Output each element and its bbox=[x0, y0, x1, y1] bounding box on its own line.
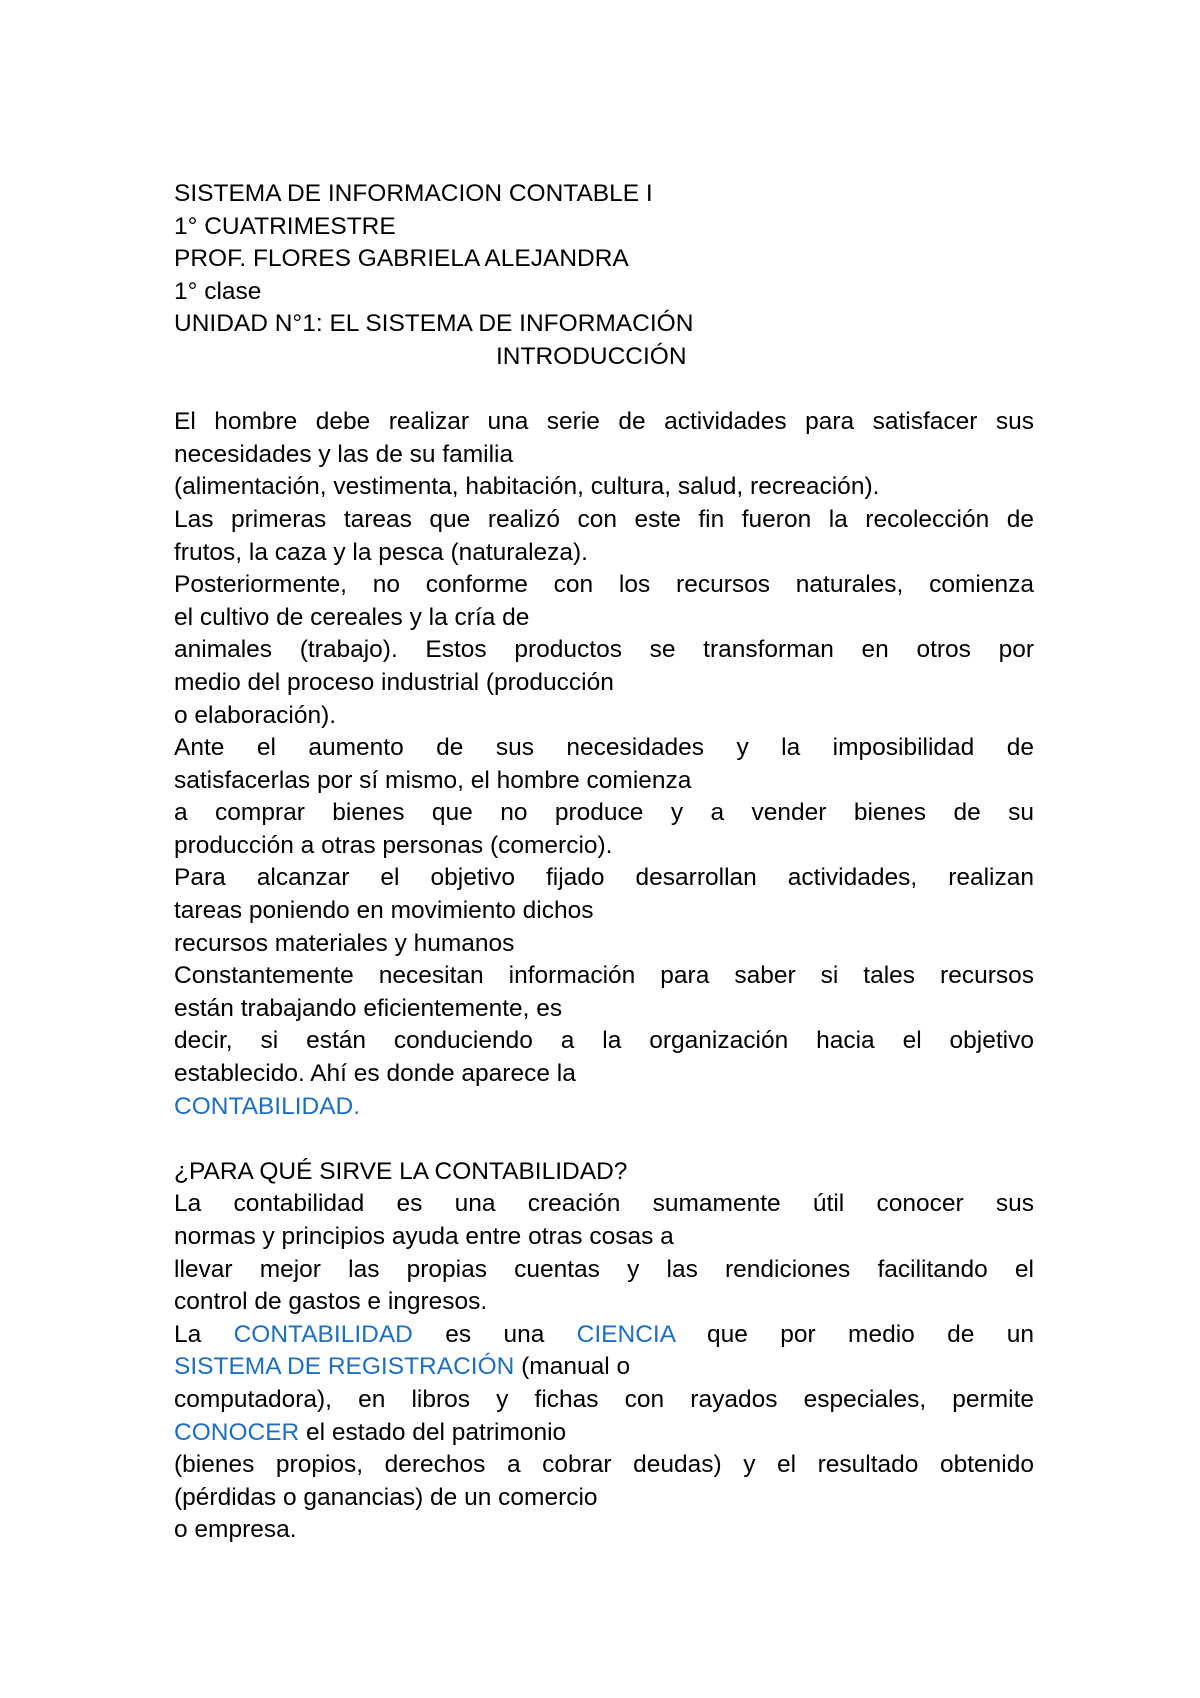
text-run: el estado del patrimonio bbox=[299, 1418, 567, 1446]
paragraph-line: necesidades y las de su familia bbox=[174, 440, 514, 468]
paragraph-line: (pérdidas o ganancias) de un comercio bbox=[174, 1483, 598, 1511]
paragraph-line bbox=[174, 1417, 1034, 1450]
text-run: La bbox=[174, 1320, 234, 1348]
text-run: (manual o bbox=[514, 1353, 631, 1381]
section-title: INTRODUCCIÓN bbox=[496, 342, 687, 370]
paragraph-line: establecido. Ahí es donde aparece la bbox=[174, 1060, 576, 1088]
text-run: es una bbox=[412, 1320, 577, 1348]
paragraph-line: (bienes propios, derechos a cobrar deudas) y el resultado obtenido bbox=[174, 1451, 1034, 1479]
blank-line bbox=[174, 374, 1034, 407]
blank-line bbox=[174, 1123, 1034, 1156]
paragraph-line: decir, si están conduciendo a la organización hacia el objetivo bbox=[174, 1027, 1034, 1055]
paragraph-line: Posteriormente, no conforme con los recursos naturales, comienza bbox=[174, 571, 1034, 599]
paragraph-line: están trabajando eficientemente, es bbox=[174, 994, 563, 1022]
class-number: 1° clase bbox=[174, 277, 262, 305]
highlight-contabilidad: CONTABILIDAD. bbox=[174, 1092, 361, 1120]
paragraph-line: el cultivo de cereales y la cría de bbox=[174, 603, 530, 631]
term-label: 1° CUATRIMESTRE bbox=[174, 212, 396, 240]
highlight-conocer: CONOCER bbox=[174, 1418, 300, 1446]
paragraph-line: frutos, la caza y la pesca (naturaleza). bbox=[174, 538, 588, 566]
document-page bbox=[174, 178, 1034, 1547]
paragraph-line bbox=[174, 1351, 1034, 1384]
unit-title: UNIDAD N°1: EL SISTEMA DE INFORMACIÓN bbox=[174, 310, 694, 338]
paragraph-line: El hombre debe realizar una serie de actividades para satisfacer sus bbox=[174, 408, 1034, 436]
paragraph-line: Ante el aumento de sus necesidades y la imposibilidad de bbox=[174, 734, 1034, 762]
paragraph-line: o empresa. bbox=[174, 1516, 297, 1544]
paragraph-line: La contabilidad es una creación sumamente útil conocer sus bbox=[174, 1190, 1034, 1218]
paragraph-line: a comprar bienes que no produce y a vender bienes de su bbox=[174, 799, 1034, 827]
professor-name: PROF. FLORES GABRIELA ALEJANDRA bbox=[174, 245, 629, 273]
paragraph-line: computadora), en libros y fichas con rayados especiales, permite bbox=[174, 1385, 1034, 1413]
paragraph-line: producción a otras personas (comercio). bbox=[174, 831, 613, 859]
paragraph-line: o elaboración). bbox=[174, 701, 337, 729]
text-run: que por medio de un bbox=[674, 1320, 1034, 1348]
paragraph-line: Las primeras tareas que realizó con este fin fueron la recolección de bbox=[174, 505, 1034, 533]
paragraph-line: Para alcanzar el objetivo fijado desarrollan actividades, realizan bbox=[174, 864, 1034, 892]
paragraph-line: Constantemente necesitan información para saber si tales recursos bbox=[174, 962, 1034, 990]
highlight-contabilidad: CONTABILIDAD bbox=[233, 1320, 413, 1348]
paragraph-line: satisfacerlas por sí mismo, el hombre comienza bbox=[174, 766, 692, 794]
paragraph-line: animales (trabajo). Estos productos se transforman en otros por bbox=[174, 636, 1034, 664]
highlight-sistema-registracion: SISTEMA DE REGISTRACIÓN bbox=[174, 1353, 515, 1381]
paragraph-line: llevar mejor las propias cuentas y las rendiciones facilitando el bbox=[174, 1255, 1034, 1283]
paragraph-line: tareas poniendo en movimiento dichos bbox=[174, 897, 594, 925]
section-heading: ¿PARA QUÉ SIRVE LA CONTABILIDAD? bbox=[174, 1157, 628, 1185]
paragraph-line: normas y principios ayuda entre otras cosas a bbox=[174, 1223, 674, 1250]
course-title: SISTEMA DE INFORMACION CONTABLE I bbox=[174, 180, 653, 207]
paragraph-line: recursos materiales y humanos bbox=[174, 929, 515, 957]
highlight-ciencia: CIENCIA bbox=[576, 1320, 675, 1348]
paragraph-line: control de gastos e ingresos. bbox=[174, 1288, 488, 1316]
paragraph-line: (alimentación, vestimenta, habitación, cultura, salud, recreación). bbox=[174, 473, 880, 501]
paragraph-line: medio del proceso industrial (producción bbox=[174, 668, 614, 696]
paragraph-line bbox=[174, 1319, 1034, 1352]
